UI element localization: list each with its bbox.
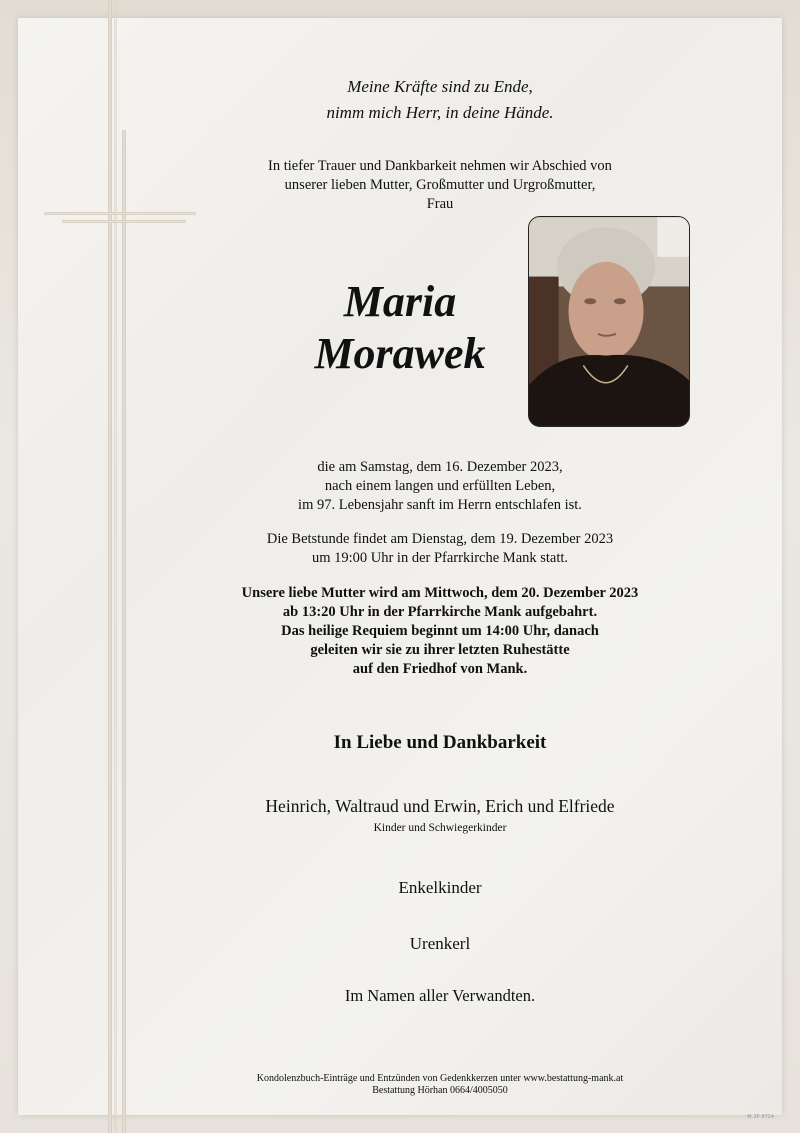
funeral-line: auf den Friedhof von Mank. (352, 661, 528, 677)
prayer-hour (210, 530, 670, 568)
relatives-line: Im Namen aller Verwandten. (344, 986, 536, 1005)
death-notice (210, 458, 670, 515)
great-grandchildren: Urenkerl (409, 934, 471, 953)
grandchildren: Enkelkinder (398, 878, 482, 897)
intro-line: In tiefer Trauer und Dankbarkeit nehmen wir Abschied von (268, 158, 612, 174)
cross-vertical-line-inner (122, 130, 126, 1133)
gratitude-heading: In Liebe und Dankbarkeit (333, 732, 547, 753)
footer (210, 1073, 670, 1097)
cross-vertical-line (108, 0, 112, 1133)
bible-verse (210, 74, 670, 126)
prayer-line: um 19:00 Uhr in der Pfarrkirche Mank statt. (311, 550, 569, 566)
prayer-line: Die Betstunde findet am Dienstag, dem 19. Dezember 2023 (266, 531, 614, 547)
intro-text (210, 157, 670, 214)
funeral-line: Unsere liebe Mutter wird am Mittwoch, dem 20. Dezember 2023 (241, 585, 639, 601)
death-line: nach einem langen und erfüllten Leben, (324, 478, 556, 494)
death-line: im 97. Lebensjahr sanft im Herrn entschlafen ist. (298, 497, 582, 513)
portrait-photo (528, 216, 690, 427)
first-name: Maria (343, 277, 457, 326)
condolence-link-text: Kondolenzbuch-Einträge und Entzünden von Gedenkkerzen unter www.bestattung-mank.at (256, 1073, 624, 1084)
intro-line: Frau (426, 196, 454, 212)
deceased-name (270, 276, 530, 380)
cross-horizontal-line-inner (62, 220, 186, 223)
funeral-line: geleiten wir sie zu ihrer letzten Ruhestätte (310, 642, 570, 658)
children-caption: Kinder und Schwiegerkinder (373, 822, 507, 834)
last-name: Morawek (314, 329, 486, 378)
verse-line: Meine Kräfte sind zu Ende, (347, 77, 533, 96)
portrait-illustration (529, 217, 689, 426)
print-code: ⌘ 2P 9724 (746, 1114, 774, 1120)
children-names: Heinrich, Waltraud und Erwin, Erich und Elfriede (265, 796, 615, 816)
funeral-line: ab 13:20 Uhr in der Pfarrkirche Mank aufgebahrt. (282, 604, 598, 620)
intro-line: unserer lieben Mutter, Großmutter und Urgroßmutter, (284, 177, 596, 193)
cross-horizontal-line (44, 212, 196, 215)
death-line: die am Samstag, dem 16. Dezember 2023, (317, 459, 563, 475)
verse-line: nimm mich Herr, in deine Hände. (326, 103, 554, 122)
undertaker-contact: Bestattung Hörhan 0664/4005050 (372, 1085, 508, 1096)
funeral-line: Das heilige Requiem beginnt um 14:00 Uhr, danach (281, 623, 599, 639)
funeral-details (210, 584, 670, 679)
cross-vertical-line-shade (114, 0, 117, 1133)
